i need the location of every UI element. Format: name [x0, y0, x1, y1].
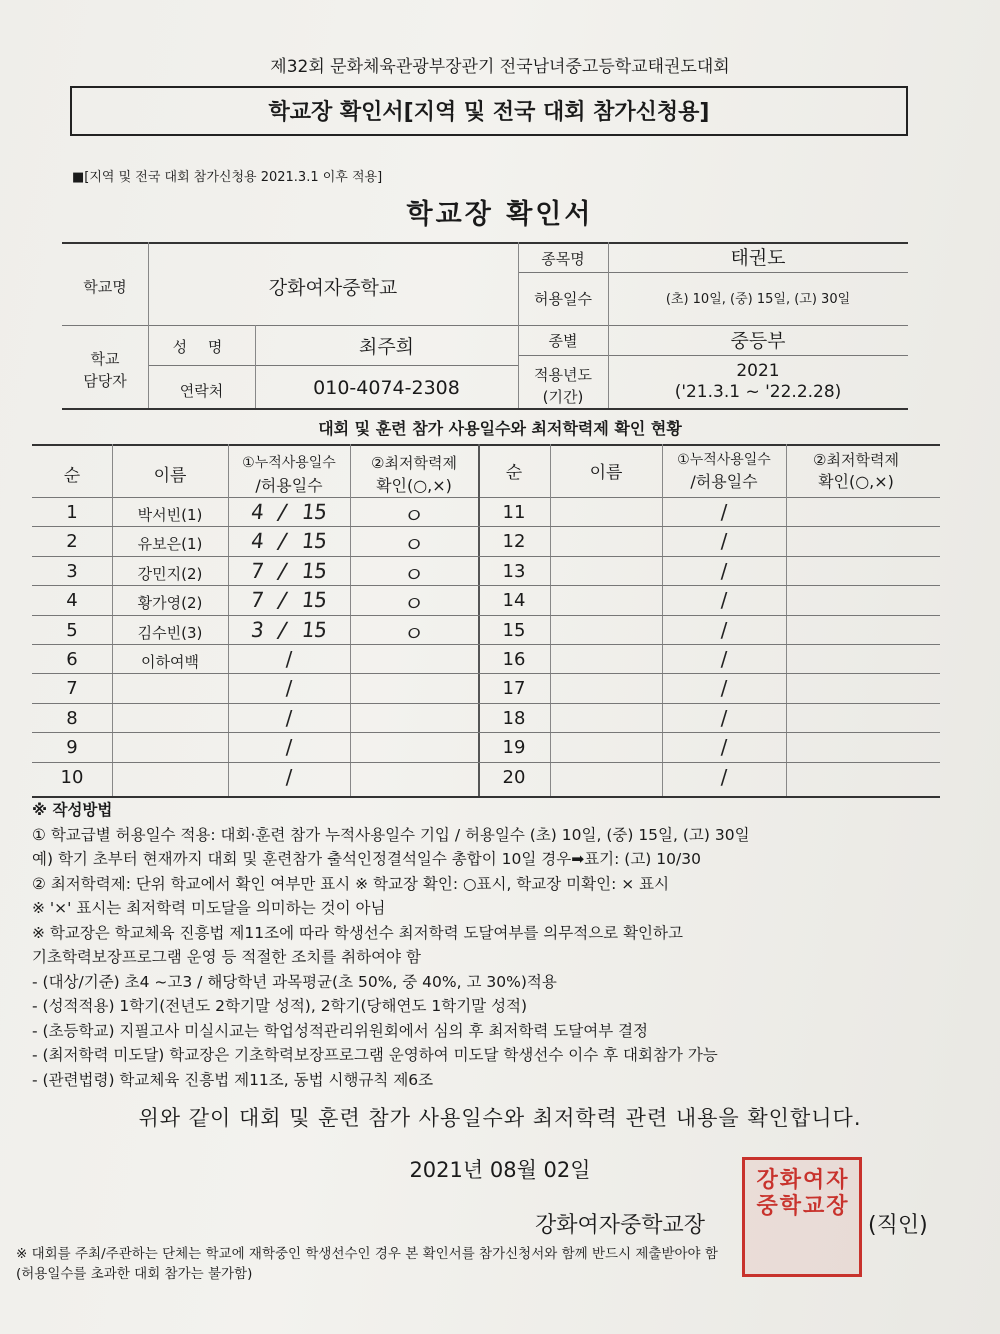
header-days-right-1: ①누적사용일수	[677, 452, 771, 468]
note-line: ※ 학교장은 학교체육 진흥법 제11조에 따라 학생선수 최저학력 도달여부를 의무적으로 확인하고	[32, 923, 683, 942]
footnote-line-2: (허용일수를 초과한 대회 참가는 불가함)	[16, 1266, 253, 1282]
days-used: /	[720, 558, 728, 583]
phone-value: 010-4074-2308	[313, 377, 460, 399]
header-days-left-2: /허용일수	[255, 476, 323, 495]
days-used: /	[285, 764, 293, 789]
days-used: 7 / 15	[249, 558, 329, 583]
row-divider	[32, 615, 940, 616]
header-no-right: 순	[505, 463, 523, 483]
year-value-1: 2021	[736, 361, 780, 381]
days-used: /	[720, 676, 728, 701]
row-divider	[32, 644, 940, 645]
player-name: 강민지(2)	[137, 564, 203, 583]
division-label: 종별	[548, 332, 578, 350]
contact-label-2: 담당자	[83, 372, 127, 390]
note-line: ※ '×' 표시는 최저학력 미도달을 의미하는 것이 아님	[32, 899, 386, 917]
row-number: 6	[66, 649, 78, 670]
days-used: 7 / 15	[249, 588, 329, 613]
seal-label: (직인)	[868, 1213, 928, 1238]
row-number: 10	[60, 766, 84, 788]
document-title: 학교장 확인서	[406, 199, 594, 230]
row-number: 1	[66, 502, 78, 523]
academic-check: ㅇ	[402, 592, 426, 617]
note-line: - (초등학교) 지필고사 미실시교는 학업성적관리위원회에서 심의 후 최저학력 도달여부 결정	[32, 1021, 649, 1040]
row-number: 4	[66, 590, 78, 612]
note-line: ① 학교급별 허용일수 적용: 대회·훈련 참가 누적사용일수 기입 / 허용일수 (초) 10일, (중) 15일, (고) 30일	[32, 825, 750, 844]
issue-date: 2021년 08월 02일	[409, 1158, 591, 1182]
player-name: 김수빈(3)	[137, 623, 203, 642]
note-line: - (관련법령) 학교체육 진흥법 제11조, 동법 시행규칙 제6조	[32, 1070, 434, 1089]
row-divider	[32, 703, 940, 704]
row-number: 7	[66, 678, 78, 700]
academic-check: ㅇ	[402, 621, 426, 646]
note-line: - (성적적용) 1학기(전년도 2학기말 성적), 2학기(당해연도 1학기말 성적)	[32, 997, 528, 1015]
player-name: 박서빈(1)	[137, 506, 203, 524]
row-divider	[32, 673, 940, 674]
row-number: 2	[66, 531, 78, 553]
days-used: /	[720, 764, 728, 789]
allowed-days-label: 허용일수	[534, 290, 592, 308]
days-used: 3 / 15	[249, 617, 329, 642]
player-name: 황가영(2)	[137, 594, 203, 613]
row-divider	[32, 585, 940, 586]
days-used: /	[285, 705, 293, 730]
header-days-right-2: /허용일수	[690, 472, 758, 491]
division-value: 중등부	[730, 330, 786, 352]
name-label: 성 명	[172, 338, 231, 356]
header-name-right: 이름	[589, 463, 623, 483]
row-number: 15	[502, 619, 526, 641]
row-number: 3	[66, 560, 78, 582]
school-label: 학교명	[83, 278, 127, 296]
header-no-left: 순	[63, 466, 81, 486]
academic-check: ㅇ	[402, 504, 426, 528]
days-used: /	[285, 647, 293, 671]
contact-label-1: 학교	[90, 350, 120, 368]
row-number: 12	[502, 531, 526, 553]
footnote-line-1: ※ 대회를 주최/주관하는 단체는 학교에 재학중인 학생선수인 경우 본 확인서를 참가신청서와 함께 반드시 제출받아야 함	[16, 1246, 718, 1262]
header-academic-left-1: ②최저학력제	[371, 454, 457, 472]
footnote	[16, 1244, 976, 1284]
phone-label: 연락처	[179, 382, 224, 400]
form-subnote: ■[지역 및 전국 대회 참가신청용 2021.3.1 이후 적용]	[72, 170, 383, 185]
player-name: 유보은(1)	[137, 535, 203, 554]
confirmation-statement: 위와 같이 대회 및 훈련 참가 사용일수와 최저학력 관련 내용을 확인합니다.	[138, 1106, 862, 1130]
row-divider	[32, 732, 940, 733]
row-number: 17	[502, 678, 526, 700]
row-divider	[32, 762, 940, 763]
competition-title: 제32회 문화체육관광부장관기 전국남녀중고등학교태권도대회	[270, 57, 730, 77]
principal-name: 강화여자중학교장	[535, 1213, 706, 1238]
header-academic-right-2: 확인(○,×)	[818, 472, 894, 491]
event-label: 종목명	[541, 250, 585, 268]
note-line: - (대상/기준) 초4 ~고3 / 해당학년 과목평균(초 50%, 중 40%, 고 30%)적용	[32, 972, 557, 991]
school-value: 강화여자중학교	[268, 277, 398, 299]
header-academic-right-1: ②최저학력제	[813, 451, 899, 469]
note-line: 기초학력보장프로그램 운영 등 적절한 조치를 취하여야 함	[32, 948, 421, 966]
year-label-1: 적용년도	[534, 366, 592, 384]
event-value: 태권도	[730, 247, 786, 269]
days-used: /	[720, 500, 728, 524]
row-number: 16	[502, 649, 526, 670]
days-used: /	[720, 735, 728, 760]
name-value: 최주희	[358, 336, 415, 358]
allowed-days-value: (초) 10일, (중) 15일, (고) 30일	[665, 292, 851, 307]
days-used: /	[285, 735, 293, 760]
academic-check: ㅇ	[402, 562, 426, 587]
days-used: 4 / 15	[249, 500, 329, 524]
days-used: /	[720, 705, 728, 730]
academic-check: ㅇ	[402, 533, 426, 558]
days-used: 4 / 15	[249, 529, 329, 554]
row-number: 5	[66, 619, 78, 641]
row-number: 11	[502, 502, 526, 523]
form-title-box: 학교장 확인서[지역 및 전국 대회 참가신청용]	[70, 86, 908, 136]
row-divider	[32, 556, 940, 557]
row-number: 8	[66, 707, 78, 729]
section-title: 대회 및 훈련 참가 사용일수와 최저학력제 확인 현황	[318, 419, 682, 438]
header-academic-left-2: 확인(○,×)	[376, 476, 452, 495]
note-line: ※ 작성방법	[32, 801, 113, 819]
days-used: /	[720, 529, 728, 554]
row-number: 13	[502, 560, 526, 582]
header-days-left-1: ①누적사용일수	[242, 455, 336, 471]
row-number: 20	[502, 766, 526, 788]
days-used: /	[720, 588, 728, 613]
note-line: 예) 학기 초부터 현재까지 대회 및 훈련참가 출석인정결석일수 총합이 10일 경우➡표기: (고) 10/30	[32, 850, 701, 868]
seal-text: 강화여자중학교장	[756, 1168, 850, 1219]
days-used: /	[285, 676, 293, 701]
days-used: /	[720, 617, 728, 642]
row-divider	[32, 526, 940, 527]
note-line: ② 최저학력제: 단위 학교에서 확인 여부만 표시 ※ 학교장 확인: ○표시, 학교장 미확인: × 표시	[32, 874, 670, 893]
header-name-left: 이름	[153, 466, 187, 486]
row-number: 18	[502, 707, 526, 729]
instructions	[32, 798, 962, 1092]
year-label-2: (기간)	[542, 388, 584, 406]
row-number: 19	[502, 737, 526, 759]
year-value-2: ('21.3.1 ~ '22.2.28)	[674, 382, 842, 402]
player-name: 이하여백	[141, 653, 199, 671]
note-line: - (최저학력 미도달) 학교장은 기초학력보장프로그램 운영하여 미도달 학생선수 이수 후 대회참가 가능	[32, 1046, 718, 1064]
days-used: /	[720, 647, 728, 671]
row-number: 14	[502, 590, 526, 612]
row-number: 9	[66, 737, 78, 759]
